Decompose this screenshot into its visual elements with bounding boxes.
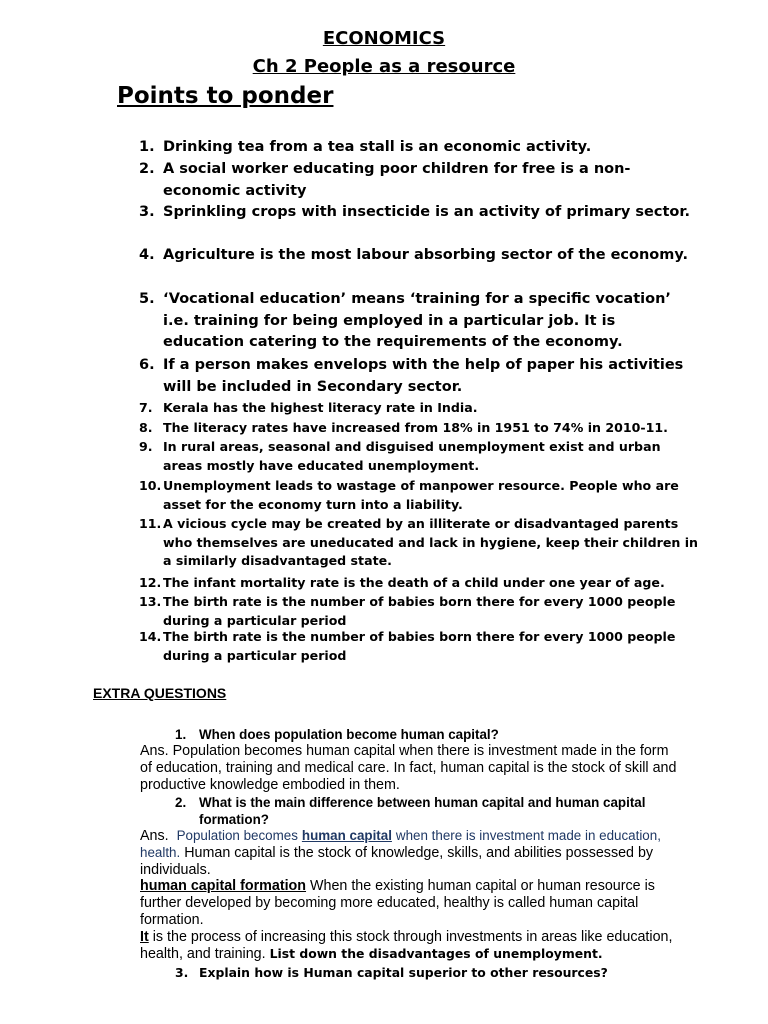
answer-2-formation: human capital formation When the existing human capital or human resource is further developed by becoming more educated, healthy is called human capital formation. [140, 878, 655, 928]
list-item: 10. Unemployment leads to wastage of manpower resource. People who are asset for the economy turn into a liability. [139, 478, 679, 512]
list-item: 8. The literacy rates have increased from 18% in 1951 to 74% in 2010-11. [139, 420, 668, 435]
key-term: human capital [301, 828, 392, 843]
key-term: human capital formation [140, 878, 307, 894]
list-item: 3. Sprinkling crops with insecticide is an activity of primary sector. [139, 204, 690, 220]
list-item: 13. The birth rate is the number of babies born there for every 1000 people during a particular period [139, 594, 676, 628]
list-item: 6. If a person makes envelops with the help of paper his activities will be included in Secondary sector. [139, 357, 684, 395]
list-item: 2. A social worker educating poor children for free is a non-economic activity [139, 161, 631, 199]
answer-2: Ans. Population becomes human capital when there is investment made in education, health. Human capital is the stock of knowledge, skills, and abilities possessed by individuals. [140, 828, 661, 878]
subject-title: ECONOMICS [322, 28, 446, 49]
list-item: 11. A vicious cycle may be created by an illiterate or disadvantaged parents who themselves are uneducated and lack in hygiene, keep their children in a similarly disadvantaged state. [139, 516, 699, 568]
list-item: 1. Drinking tea from a tea stall is an economic activity. [139, 139, 592, 155]
question-2: 2. What is the main difference between human capital and human capital formation? [175, 795, 646, 827]
extra-questions-heading: EXTRA QUESTIONS [93, 685, 227, 701]
section-heading: Points to ponder [117, 83, 334, 109]
question-3: 3. Explain how is Human capital superior to other resources? [175, 965, 608, 980]
answer-2-process: It is the process of increasing this stock through investments in areas like education, health, and training. List down the disadvantages of unemployment. [140, 929, 673, 962]
list-item: 7. Kerala has the highest literacy rate in India. [139, 400, 478, 415]
list-item: 5. ‘Vocational education’ means ‘training for a specific vocation’ i.e. training for being employed in a particular job. It is education catering to the requirements of the economy. [139, 291, 671, 350]
question-1: 1. When does population become human capital? [175, 727, 499, 742]
list-item: 12. The infant mortality rate is the death of a child under one year of age. [139, 575, 665, 590]
list-item: 9. In rural areas, seasonal and disguised unemployment exist and urban areas mostly have educated unemployment. [139, 439, 661, 473]
key-term: It [140, 929, 149, 945]
list-item: 4. Agriculture is the most labour absorbing sector of the economy. [139, 247, 689, 263]
chapter-title: Ch 2 People as a resource [252, 56, 516, 77]
list-item: 14. The birth rate is the number of babies born there for every 1000 people during a particular period [139, 629, 676, 663]
answer-1: Ans. Population becomes human capital when there is investment made in the form of education, training and medical care. In fact, human capital is the stock of skill and productive knowledge embodied in them. [140, 743, 677, 793]
